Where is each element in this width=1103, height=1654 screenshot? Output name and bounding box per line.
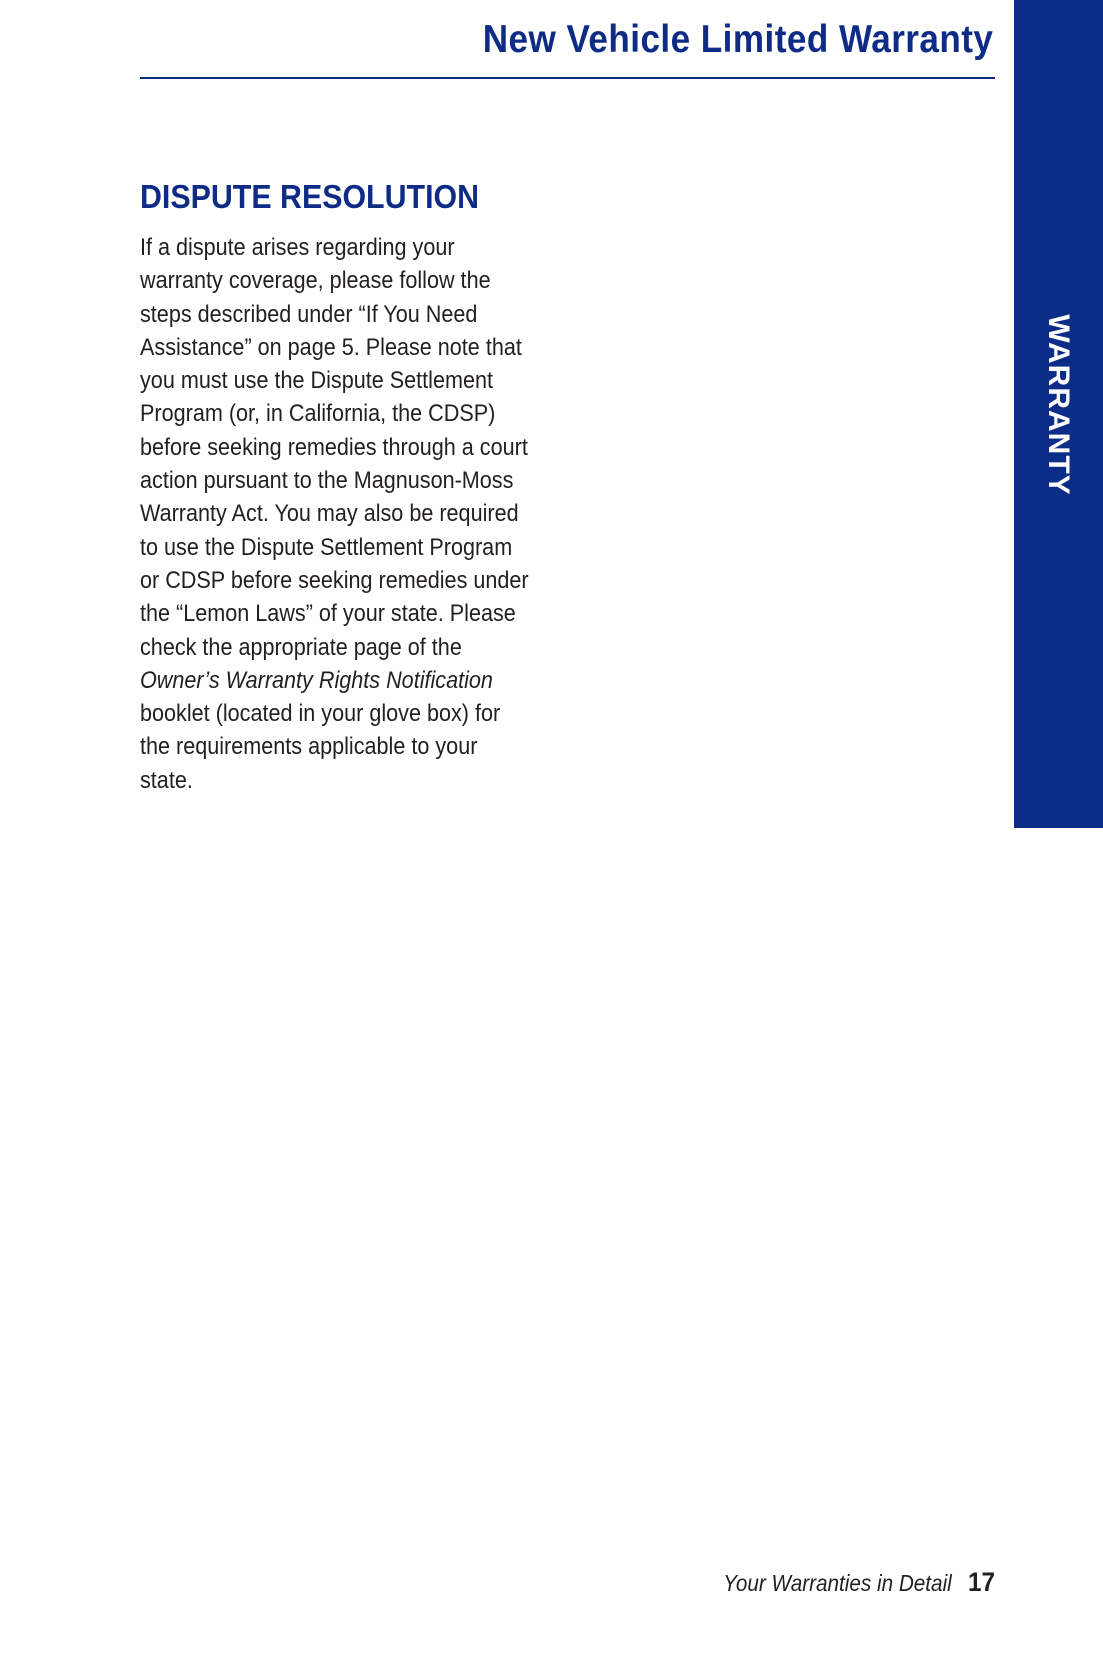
section-heading: DISPUTE RESOLUTION [140,178,480,215]
page-header-title: New Vehicle Limited Warranty [482,18,993,61]
section-body-paragraph [140,231,536,797]
booklet-title-italic: Owner’s Warranty Rights Notification [140,666,493,694]
section-side-tab [1014,0,1103,828]
body-text-part-1: If a dispute arises regarding your warranty coverage, please follow the steps described under “If You Need Assistance” on page 5. Please note that you must use the Dispute Settlement Program (or, in California, the CDSP) before seeking remedies through a court action pursuant to the Magnuson-Moss Warranty Act. You may also be required to use the Dispute Settlement Program or CDSP before seeking remedies under the “Lemon Laws” of your state. Please check the appropriate page of the [140,234,529,661]
footer-section-label: Your Warranties in Detail [723,1570,952,1596]
header-divider [140,77,995,79]
page-number: 17 [967,1567,995,1597]
body-text-part-2: booklet (located in your glove box) for the requirements applicable to your state. [140,700,501,794]
side-tab-label: WARRANTY [1042,314,1075,496]
page-footer [723,1567,995,1598]
